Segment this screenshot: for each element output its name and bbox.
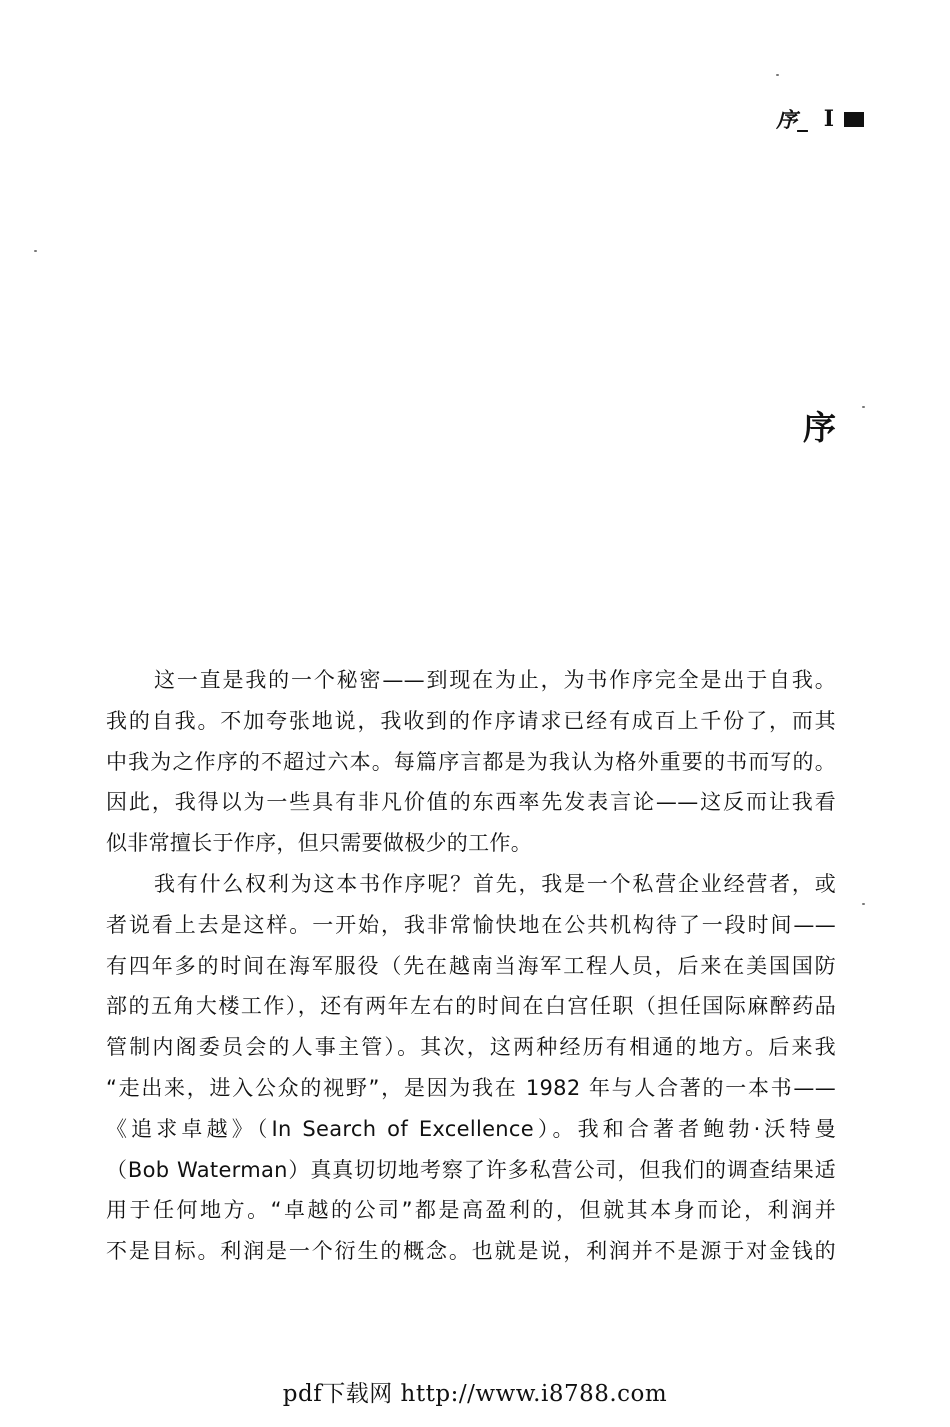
text-line: 者说看上去是这样。一开始，我非常愉快地在公共机构待了一段时间—— [106, 912, 836, 937]
text-line: 似非常擅长于作序，但只需要做极少的工作。 [106, 831, 532, 856]
scan-speck [776, 74, 779, 76]
text-line: 有四年多的时间在海军服役（先在越南当海军工程人员，后来在美国国防 [106, 953, 836, 978]
chapter-title: 序 [803, 408, 836, 447]
body-text [106, 660, 836, 1272]
text-line: 《追求卓越》（In Search of Excellence）。我和合著者鲍勃·沃特曼 [106, 1116, 836, 1141]
black-block-mark [844, 112, 864, 127]
text-line: 部的五角大楼工作），还有两年左右的时间在白宫任职（担任国际麻醉药品 [106, 994, 836, 1019]
text-line: 因此，我得以为一些具有非凡价值的东西率先发表言论——这反而让我看 [106, 790, 836, 815]
footer-watermark: pdf下载网 http://www.i8788.com [282, 1381, 668, 1407]
text-line: 管制内阁委员会的人事主管）。其次，这两种经历有相通的地方。后来我 [106, 1035, 836, 1060]
text-line: 用于任何地方。“卓越的公司”都是高盈利的，但就其本身而论，利润并 [106, 1198, 836, 1223]
running-head [776, 104, 864, 134]
running-head-label: 序_ [776, 108, 808, 132]
scan-speck [862, 903, 865, 905]
page-number: I [823, 106, 834, 132]
text-line: 中我为之作序的不超过六本。每篇序言都是为我认为格外重要的书而写的。 [106, 749, 836, 774]
text-line: 我有什么权利为这本书作序呢？首先，我是一个私营企业经营者，或 [154, 871, 836, 896]
text-line: 我的自我。不加夸张地说，我收到的作序请求已经有成百上千份了，而其 [106, 708, 836, 733]
text-line: 这一直是我的一个秘密——到现在为止，为书作序完全是出于自我。 [154, 668, 836, 692]
scan-speck [862, 406, 865, 408]
text-line: 不是目标。利润是一个衍生的概念。也就是说，利润并不是源于对金钱的 [106, 1239, 836, 1264]
text-line: “走出来，进入公众的视野”，是因为我在 1982 年与人合著的一本书—— [106, 1075, 836, 1100]
scan-speck [34, 250, 37, 252]
text-line: （Bob Waterman）真真切切地考察了许多私营公司，但我们的调查结果适 [106, 1157, 836, 1182]
